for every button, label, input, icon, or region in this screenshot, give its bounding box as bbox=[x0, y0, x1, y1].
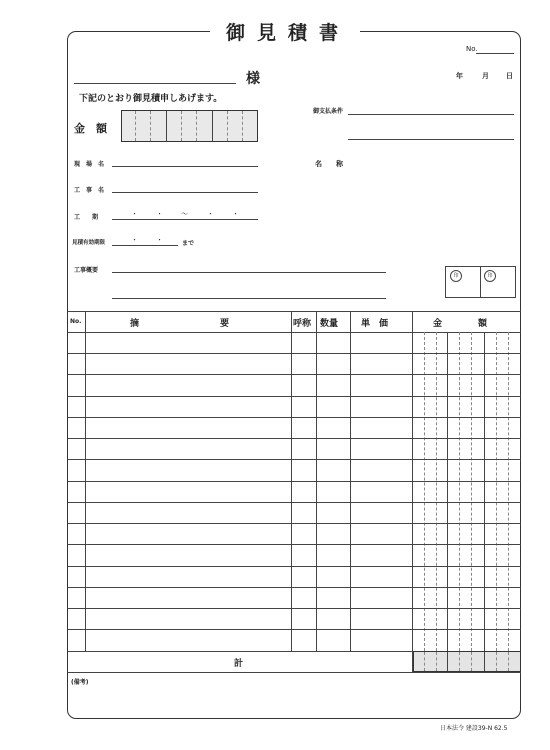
seal-box[interactable] bbox=[445, 266, 481, 298]
no-field[interactable] bbox=[476, 53, 514, 54]
amount-rule bbox=[447, 332, 448, 651]
document-title: 御見積書 bbox=[225, 22, 350, 44]
title-rule-left bbox=[170, 31, 214, 32]
site-name-label: 現 場 名 bbox=[74, 161, 105, 168]
recipient-field[interactable] bbox=[74, 83, 236, 84]
period-mark: ・ bbox=[131, 210, 138, 218]
table-row[interactable] bbox=[67, 587, 521, 588]
period-mark: ・ bbox=[232, 210, 239, 218]
table-row[interactable] bbox=[67, 374, 521, 375]
validity-label: 見積有効期限 bbox=[72, 240, 106, 246]
validity-field[interactable] bbox=[112, 245, 178, 246]
payment-terms-field-2[interactable] bbox=[348, 139, 514, 140]
table-row[interactable] bbox=[67, 481, 521, 482]
overview-field-2[interactable] bbox=[112, 298, 386, 299]
table-row[interactable] bbox=[67, 353, 521, 354]
period-label: 工 期 bbox=[74, 214, 99, 221]
table-row[interactable] bbox=[67, 523, 521, 524]
amount-divider bbox=[242, 111, 243, 141]
seal-icon: 印 bbox=[450, 270, 462, 282]
amount-box[interactable] bbox=[121, 110, 258, 142]
period-mark: ・ bbox=[156, 210, 163, 218]
col-rule bbox=[412, 311, 413, 672]
table-top-rule bbox=[67, 311, 521, 312]
date-day: 日 bbox=[506, 72, 513, 80]
work-name-field[interactable] bbox=[112, 192, 258, 193]
period-mark: 〜 bbox=[181, 210, 188, 218]
total-guide bbox=[424, 652, 425, 671]
overview-label: 工事概要 bbox=[74, 267, 99, 274]
col-quantity: 数量 bbox=[320, 319, 339, 329]
footer-publisher: 日本法令 建設39-N 62.5 bbox=[440, 725, 508, 732]
total-label: 計 bbox=[234, 659, 244, 669]
col-amount: 金 額 bbox=[433, 319, 488, 329]
table-row[interactable] bbox=[67, 544, 521, 545]
title-rule-right bbox=[358, 31, 398, 32]
table-row[interactable] bbox=[67, 502, 521, 503]
total-row-rule bbox=[67, 672, 521, 673]
amount-divider bbox=[227, 111, 228, 141]
table-row[interactable] bbox=[67, 459, 521, 460]
validity-mark: ・ bbox=[131, 236, 138, 244]
table-row[interactable] bbox=[67, 629, 521, 630]
date-month: 月 bbox=[482, 72, 489, 80]
work-name-label: 工 事 名 bbox=[74, 187, 105, 194]
amount-label: 金 額 bbox=[74, 122, 107, 135]
total-guide bbox=[459, 652, 460, 671]
remarks-label: (備考) bbox=[71, 679, 89, 686]
period-mark: ・ bbox=[207, 210, 214, 218]
amount-divider bbox=[196, 111, 197, 141]
col-unit-name: 呼称 bbox=[293, 319, 312, 329]
sama-label: 様 bbox=[246, 71, 260, 87]
col-unit-price: 単 価 bbox=[361, 319, 389, 329]
col-description: 摘 要 bbox=[130, 319, 230, 329]
overview-field[interactable] bbox=[112, 272, 386, 273]
date-year: 年 bbox=[456, 72, 463, 80]
intro-text: 下記のとおり御見積申しあげます。 bbox=[79, 94, 223, 104]
period-field[interactable] bbox=[112, 219, 258, 220]
amount-guide bbox=[508, 332, 509, 651]
site-name-field[interactable] bbox=[112, 166, 258, 167]
total-amount-box[interactable] bbox=[413, 651, 521, 672]
payment-terms-label: 御支払条件 bbox=[313, 108, 344, 115]
col-no: No. bbox=[70, 318, 82, 325]
amount-divider bbox=[181, 111, 182, 141]
amount-divider bbox=[150, 111, 151, 141]
validity-suffix: まで bbox=[182, 240, 195, 247]
total-rule bbox=[447, 652, 448, 671]
amount-guide bbox=[471, 332, 472, 651]
table-row[interactable] bbox=[67, 417, 521, 418]
name-label: 名 称 bbox=[315, 160, 343, 168]
amount-divider bbox=[212, 111, 213, 141]
validity-mark: ・ bbox=[156, 236, 163, 244]
amount-divider bbox=[135, 111, 136, 141]
total-guide bbox=[471, 652, 472, 671]
total-rule bbox=[484, 652, 485, 671]
total-guide bbox=[436, 652, 437, 671]
amount-guide bbox=[459, 332, 460, 651]
payment-terms-field[interactable] bbox=[348, 114, 514, 115]
total-guide bbox=[496, 652, 497, 671]
no-label: No. bbox=[466, 45, 478, 53]
table-row[interactable] bbox=[67, 566, 521, 567]
seal-icon: 印 bbox=[484, 270, 496, 282]
amount-rule bbox=[484, 332, 485, 651]
table-header-rule bbox=[67, 332, 521, 333]
total-guide bbox=[508, 652, 509, 671]
amount-guide bbox=[424, 332, 425, 651]
table-row[interactable] bbox=[67, 608, 521, 609]
table-row[interactable] bbox=[67, 438, 521, 439]
table-row[interactable] bbox=[67, 396, 521, 397]
amount-divider bbox=[166, 111, 167, 141]
amount-guide bbox=[436, 332, 437, 651]
amount-guide bbox=[496, 332, 497, 651]
